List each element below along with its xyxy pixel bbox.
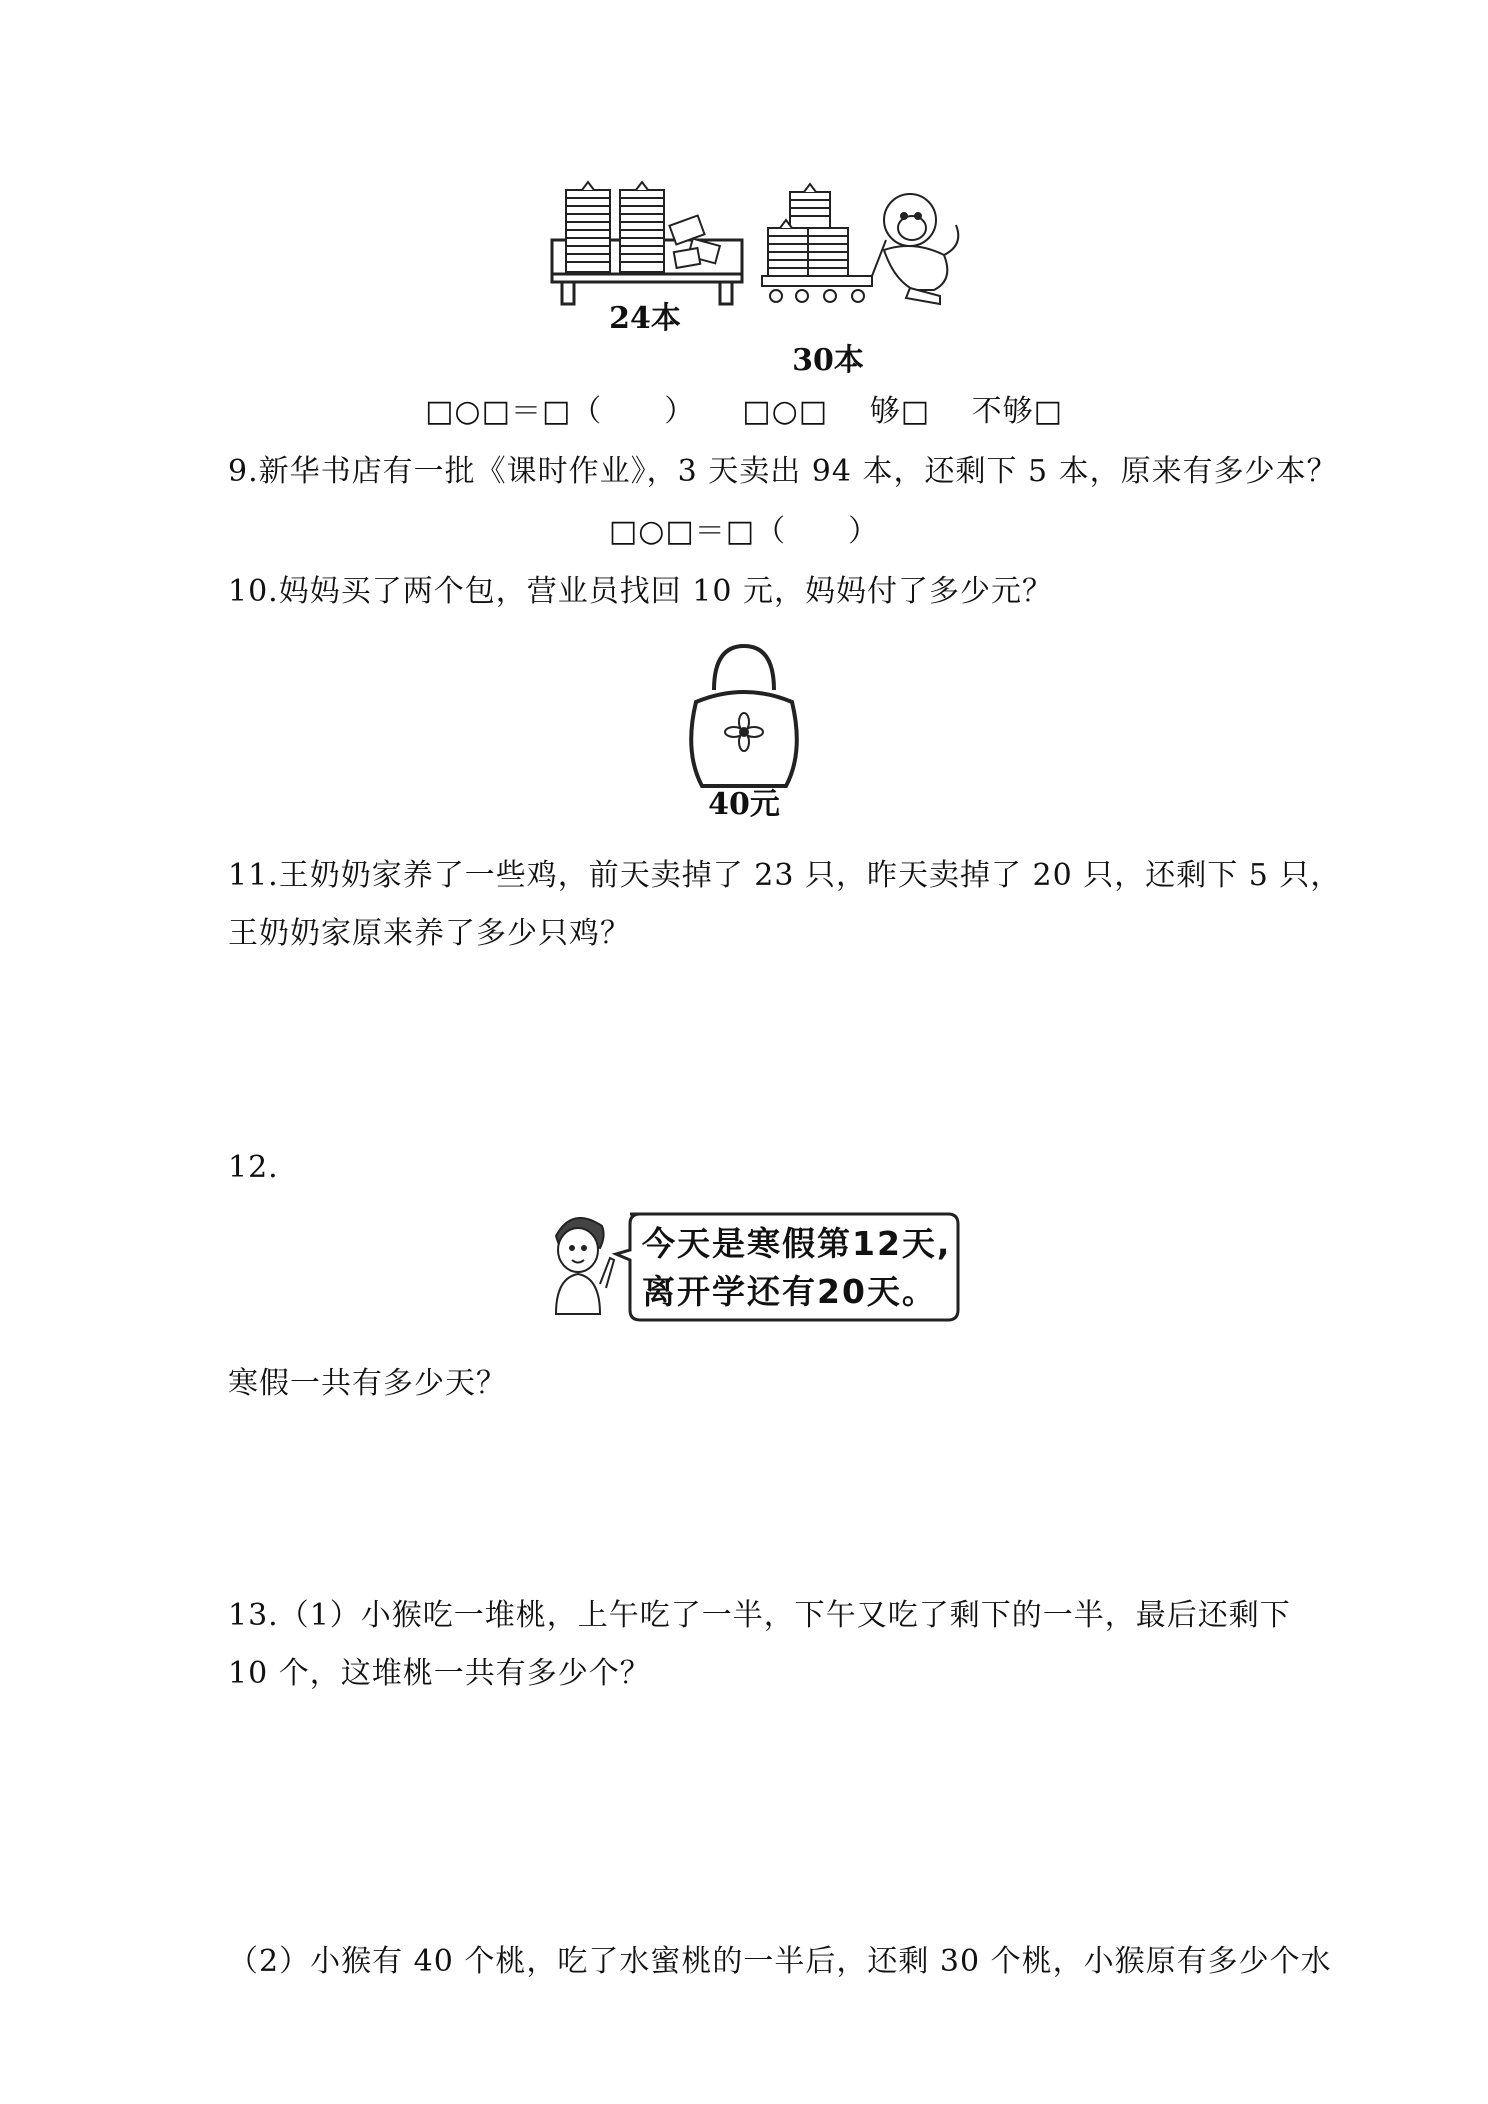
q9-text: 新华书店有一批《课时作业》，3 天卖出 94 本，还剩下 5 本，原来有多少本？ (258, 454, 1338, 489)
q13-part1-text-line1: （1）小猴吃一堆桃，上午吃了一半，下午又吃了剩下的一半，最后还剩下 (278, 1598, 1291, 1633)
books-figure (540, 180, 960, 380)
q13-part2-line1: （2）小猴有 40 个桃，吃了水蜜桃的一半后，还剩 30 个桃，小猴原有多少个水 (228, 1944, 1332, 1979)
q9-number: 9. (228, 454, 259, 489)
q11-line1 (228, 856, 1341, 896)
q11-number: 11. (228, 858, 279, 893)
books-illustration (540, 180, 960, 380)
q9-equation-line: □○□＝□（ ） (608, 514, 880, 549)
bag-illustration (684, 642, 804, 822)
q12-question: 寒假一共有多少天？ (228, 1366, 507, 1401)
books-table-label: 24本 (609, 301, 681, 336)
books-cart-label: 30本 (792, 343, 864, 378)
boy-speech-figure (542, 1206, 962, 1326)
q13-part1-line1 (228, 1596, 1291, 1636)
q10-number: 10. (228, 574, 279, 609)
q12-number: 12. (228, 1150, 279, 1185)
speech-bubble-line2: 离开学还有20天。 (642, 1272, 937, 1311)
bag-figure (684, 642, 804, 822)
q9-question (228, 452, 1338, 492)
q10-question (228, 572, 1053, 612)
q13-part1-line2: 10 个，这堆桃一共有多少个？ (228, 1656, 651, 1691)
q10-text: 妈妈买了两个包，营业员找回 10 元，妈妈付了多少元？ (278, 574, 1053, 609)
q11-line2: 王奶奶家原来养了多少只鸡？ (228, 916, 631, 951)
q8-equation-line: □○□＝□（ ） □○□ 够□ 不够□ (425, 394, 1063, 429)
speech-bubble-line1: 今天是寒假第12天, (642, 1224, 952, 1263)
q11-text-line1: 王奶奶家养了一些鸡，前天卖掉了 23 只，昨天卖掉了 20 只，还剩下 5 只， (278, 858, 1342, 893)
bag-price-label: 40元 (708, 787, 780, 822)
q13-number: 13. (228, 1598, 279, 1633)
